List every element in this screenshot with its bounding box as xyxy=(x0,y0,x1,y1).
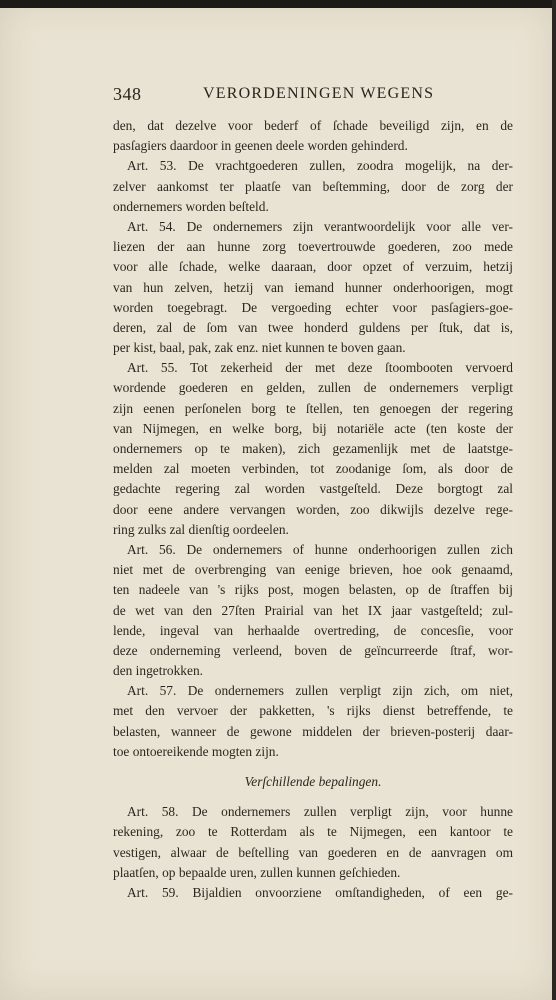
text-line: Art. 56. De ondernemers of hunne onderhoorigen zullen zich xyxy=(127,541,513,557)
text-line: den, dat dezelve voor bederf of ſchade beveiligd zijn, en de xyxy=(113,118,513,133)
text-line: liezen der aan hunne zorg toevertrouwde goederen, zoo mede xyxy=(113,239,513,255)
text-line: den ingetrokken. xyxy=(113,663,203,679)
text-line: vestigen, alwaar de beſtelling van goederen en de aanvragen om xyxy=(113,844,513,860)
text-line: Art. 53. De vrachtgoederen zullen, zoodra mogelijk, na der- xyxy=(127,158,513,174)
text-line: ondernemers worden beſteld. xyxy=(113,198,269,214)
text-line: zijn eenen perſonelen borg te ſtellen, ten genoegen der regering xyxy=(113,400,513,416)
page-number: 348 xyxy=(113,84,142,104)
text-line: van hun zelven, hetzij van iemand hunner onderhoorigen, mogt xyxy=(113,279,513,295)
text-line: deren, zal de ſom van twee honderd guldens per ſtuk, dat is, xyxy=(113,319,513,335)
text-line: zelver aankomst ter plaatſe van beſtemming, door de zorg der xyxy=(113,178,513,194)
text-line: ondernemers op te maken), zich gezamenlijk met de laatstge- xyxy=(113,441,513,456)
section-gap xyxy=(113,762,513,772)
text-line: Art. 57. De ondernemers zullen verpligt zijn zich, om niet, xyxy=(127,683,513,699)
text-line: door eene andere vervangen worden, zoo dikwijls dezelve rege- xyxy=(113,501,513,517)
text-line: plaatſen, op bepaalde uren, zullen kunnen geſchieden. xyxy=(113,864,401,880)
text-line: toe ontoereikende mogten zijn. xyxy=(113,743,279,759)
text-line: per kist, baal, pak, zak enz. niet kunnen te boven gaan. xyxy=(113,340,406,356)
page-header xyxy=(113,84,453,108)
text-line: pasſagiers daardoor in geenen deele worden gehinderd. xyxy=(113,138,408,154)
text-line: ten nadeele van 's rijks post, mogen belasten, op de ſtraffen bij xyxy=(113,582,513,598)
text-line: deze onderneming verleend, boven de geïncurreerde ſtraf, wor- xyxy=(113,642,513,658)
text-line: Art. 55. Tot zekerheid der met deze ſtoombooten vervoerd xyxy=(127,360,513,376)
text-line: gedachte regering zal worden vastgeſteld. Deze borgtogt zal xyxy=(113,481,513,497)
body-text xyxy=(113,116,513,903)
text-line: wordende goederen en gelden, zullen de ondernemers verpligt xyxy=(113,380,513,396)
text-line: worden toegebragt. De vergoeding echter voor pasſagiers-goe- xyxy=(113,299,513,315)
scan-right-edge xyxy=(552,0,556,1000)
text-line: lende, ingeval van herhaalde overtreding, de concesſie, voor xyxy=(113,622,513,638)
text-line: met den vervoer der pakketten, 's rijks dienst betreffende, te xyxy=(113,703,513,719)
text-line: Art. 58. De ondernemers zullen verpligt zijn, voor hunne xyxy=(127,804,513,820)
scan-top-edge xyxy=(0,0,556,8)
text-line: niet met de overbrenging van eenige brieven, hoe ook genaamd, xyxy=(113,562,513,578)
text-line: van Nijmegen, en welke borg, bij notariële acte (ten koste der xyxy=(113,420,513,436)
text-line: belasten, wanneer de gewone middelen der brieven-posterij daar- xyxy=(113,723,513,739)
text-line: rekening, zoo te Rotterdam als te Nijmegen, een kantoor te xyxy=(113,824,513,840)
text-line: melden zal moeten verbinden, tot zoodanige ſom, als door de xyxy=(113,461,513,477)
text-line: de wet van den 27ſten Prairial van het IX jaar vastgeſteld; zul- xyxy=(113,602,513,618)
section-gap xyxy=(113,792,513,802)
text-line: Art. 59. Bijaldien onvoorziene omſtandigheden, of een ge- xyxy=(127,884,513,900)
section-heading: Verſchillende bepalingen. xyxy=(244,774,382,789)
running-head: VERORDENINGEN WEGENS xyxy=(203,85,435,102)
text-line: ring zulks zal dienſtig oordeelen. xyxy=(113,521,289,537)
text-line: voor alle ſchade, welke daaraan, door opzet of verzuim, hetzij xyxy=(113,259,513,275)
text-line: Art. 54. De ondernemers zijn verantwoordelijk voor alle ver- xyxy=(127,218,513,234)
